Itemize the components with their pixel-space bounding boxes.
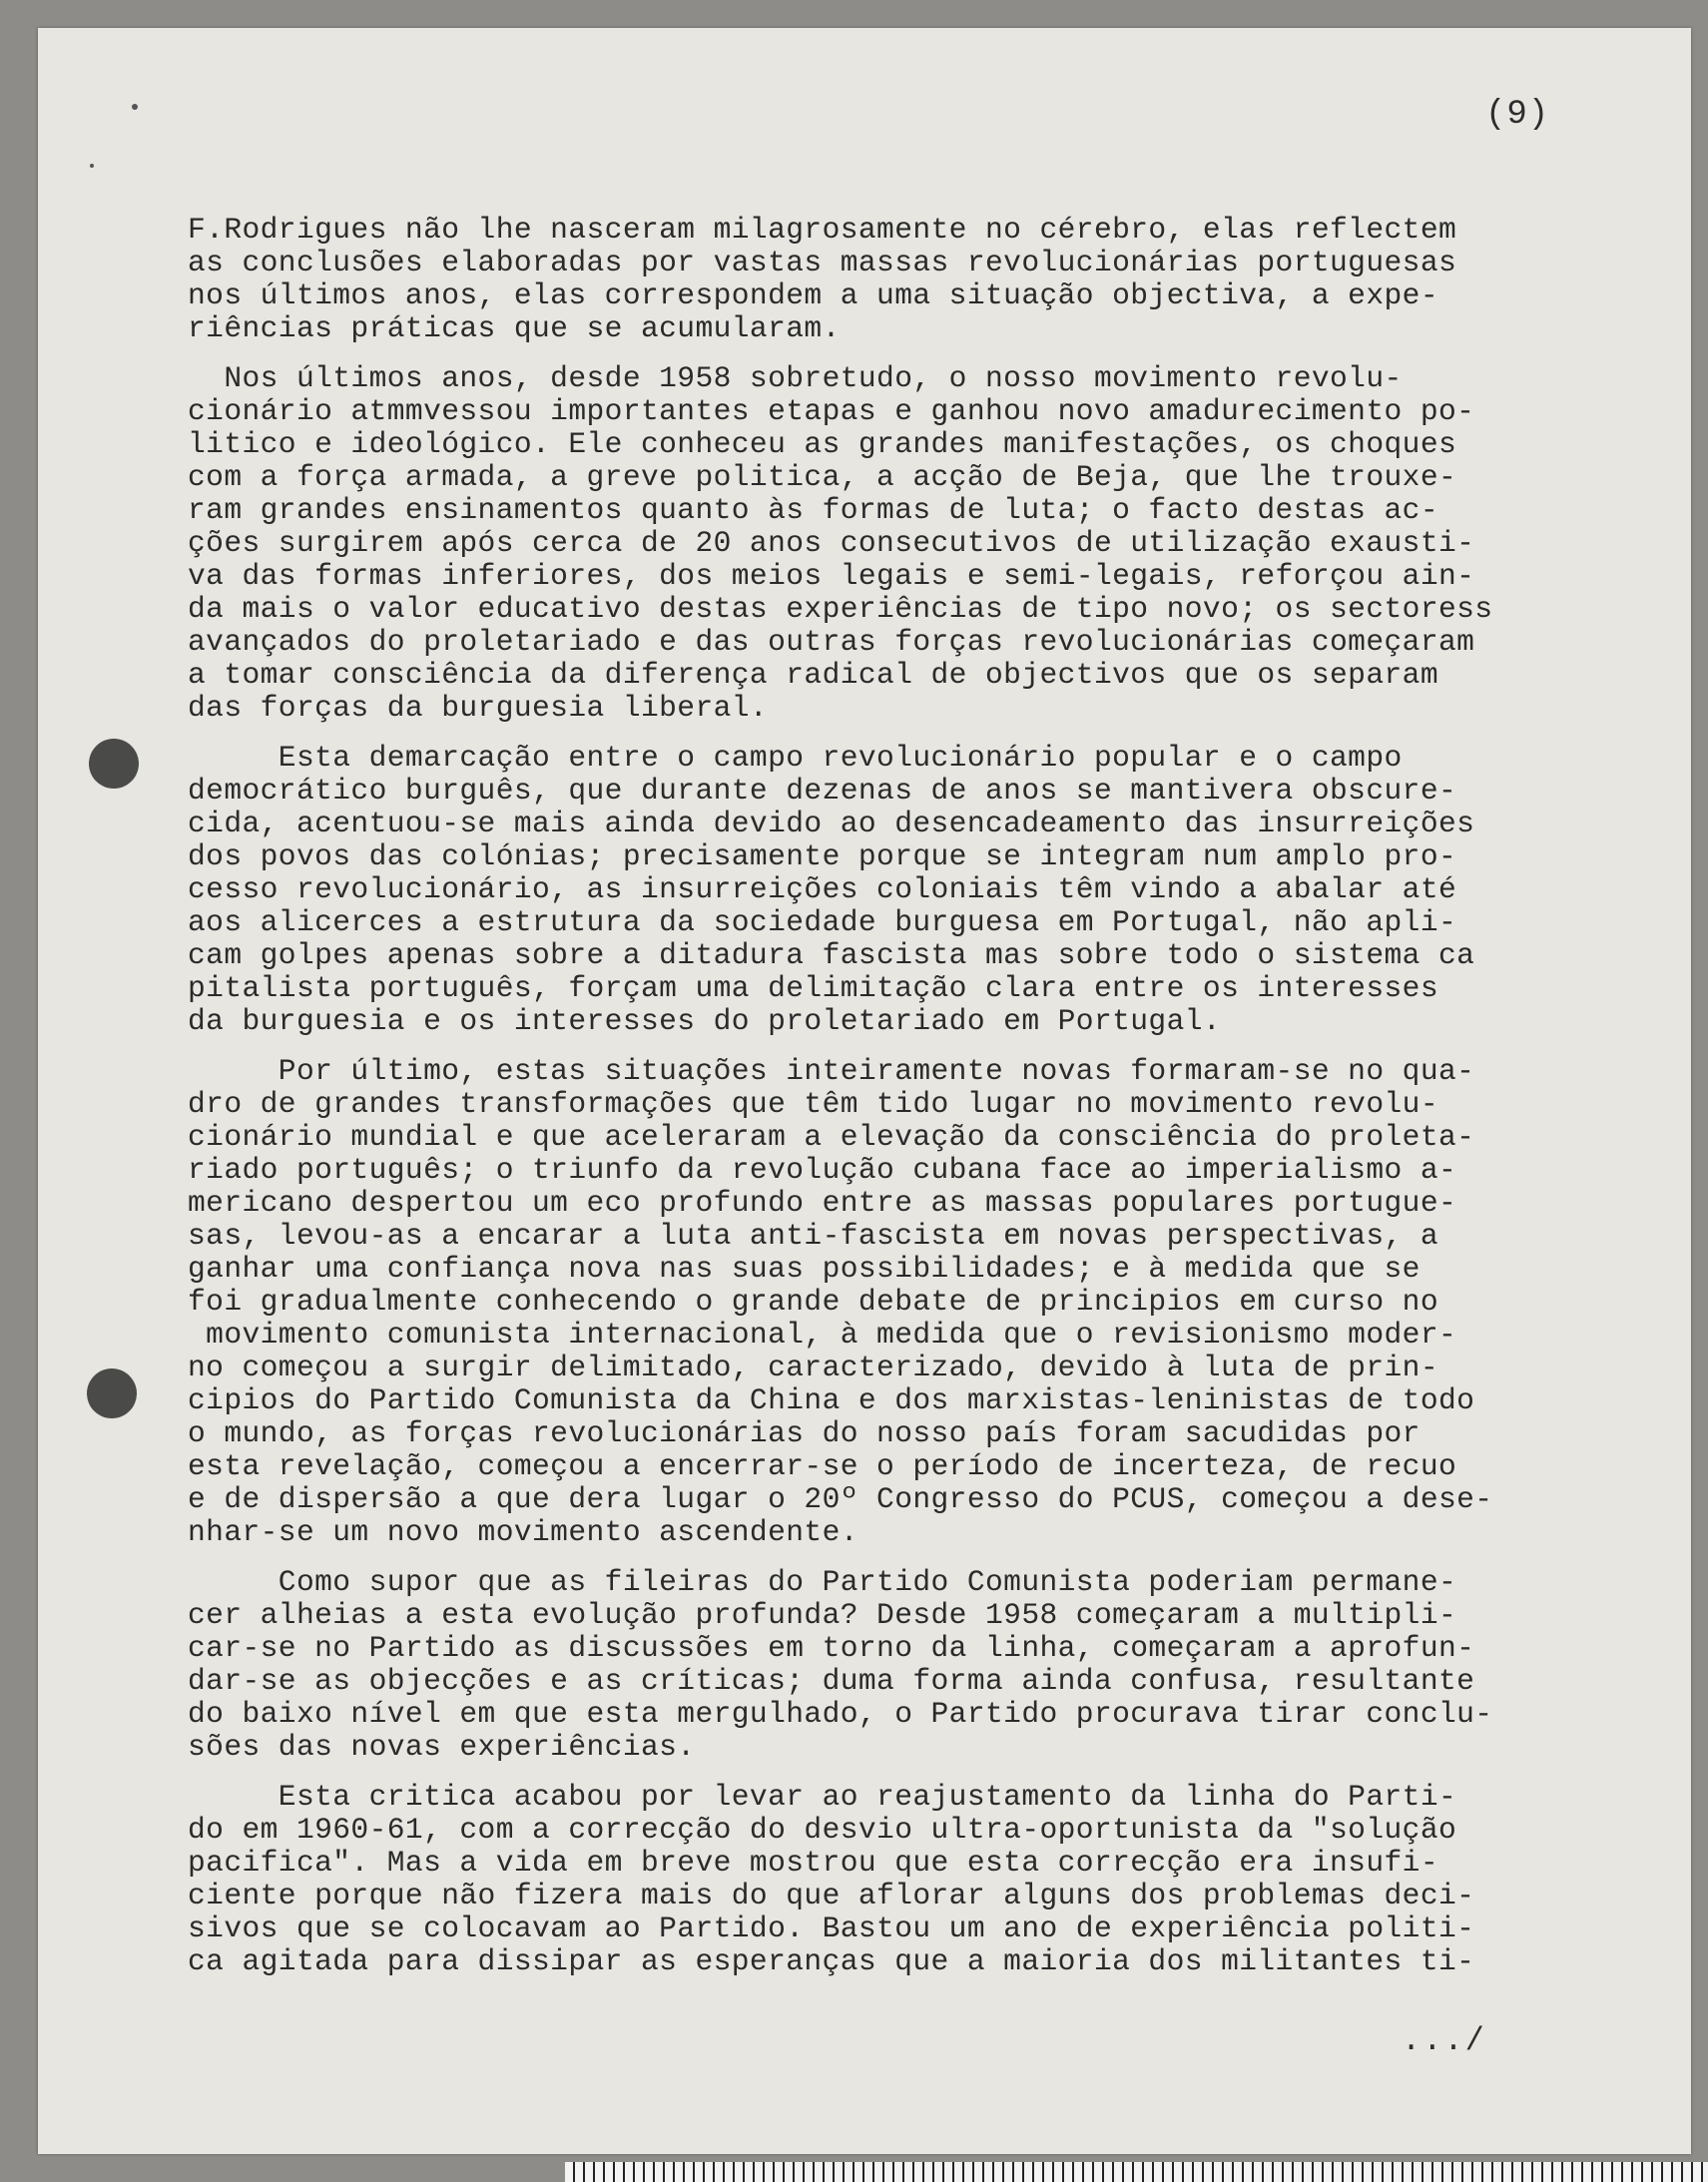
text-line: Esta demarcação entre o campo revolucionário popular e o campo <box>188 741 1403 775</box>
text-line: o mundo, as forças revolucionárias do nosso país foram sacudidas por <box>188 1416 1421 1450</box>
document-body <box>188 214 1625 1995</box>
text-line: cipios do Partido Comunista da China e dos marxistas-leninistas de todo <box>188 1383 1475 1417</box>
text-line: riado português; o triunfo da revolução cubana face ao imperialismo a- <box>188 1153 1457 1187</box>
paragraph-3 <box>188 742 1625 1038</box>
text-line: cionário mundial e que aceleraram a elevação da consciência do proleta- <box>188 1120 1475 1154</box>
scale-ruler <box>565 2162 1708 2182</box>
text-line: riências práticas que se acumularam. <box>188 311 841 345</box>
paragraph-4 <box>188 1055 1625 1549</box>
paragraph-5 <box>188 1566 1625 1764</box>
text-line: ca agitada para dissipar as esperanças que a maioria dos militantes ti- <box>188 1944 1475 1978</box>
punch-hole-top <box>89 739 139 789</box>
text-line: va das formas inferiores, dos meios legais e semi-legais, reforçou ain- <box>188 559 1475 593</box>
text-line: dar-se as objecções e as críticas; duma forma ainda confusa, resultante <box>188 1664 1475 1698</box>
text-line: F.Rodrigues não lhe nasceram milagrosamente no cérebro, elas reflectem <box>188 213 1457 247</box>
paragraph-1 <box>188 214 1625 345</box>
text-line: cam golpes apenas sobre a ditadura fascista mas sobre todo o sistema ca <box>188 938 1475 972</box>
text-line: no começou a surgir delimitado, caracterizado, devido à luta de prin- <box>188 1351 1438 1384</box>
paragraph-2 <box>188 362 1625 725</box>
text-line: da mais o valor educativo destas experiências de tipo novo; os sectoress <box>188 592 1493 626</box>
text-line: cesso revolucionário, as insurreições coloniais têm vindo a abalar até <box>188 872 1457 906</box>
text-line: mericano despertou um eco profundo entre as massas populares portugue- <box>188 1186 1457 1220</box>
text-line: avançados do proletariado e das outras forças revolucionárias começaram <box>188 625 1475 659</box>
text-line: dro de grandes transformações que têm tido lugar no movimento revolu- <box>188 1087 1438 1121</box>
text-line: cida, acentuou-se mais ainda devido ao desencadeamento das insurreições <box>188 807 1475 840</box>
text-line: nos últimos anos, elas correspondem a uma situação objectiva, a expe- <box>188 278 1438 312</box>
text-line: democrático burguês, que durante dezenas de anos se mantivera obscure- <box>188 774 1457 808</box>
ink-speck <box>132 104 138 110</box>
text-line: pitalista português, forçam uma delimitação clara entre os interesses <box>188 971 1438 1005</box>
text-line: Nos últimos anos, desde 1958 sobretudo, o nosso movimento revolu- <box>188 361 1403 395</box>
text-line: ções surgirem após cerca de 20 anos consecutivos de utilização exausti- <box>188 526 1475 560</box>
text-line: nhar-se um novo movimento ascendente. <box>188 1515 858 1549</box>
text-line: foi gradualmente conhecendo o grande debate de principios em curso no <box>188 1285 1438 1319</box>
text-line: esta revelação, começou a encerrar-se o período de incerteza, de recuo <box>188 1449 1457 1483</box>
text-line: aos alicerces a estrutura da sociedade burguesa em Portugal, não apli- <box>188 905 1457 939</box>
text-line: sões das novas experiências. <box>188 1730 696 1764</box>
text-line: as conclusões elaboradas por vastas massas revolucionárias portuguesas <box>188 246 1457 279</box>
text-line: e de dispersão a que dera lugar o 20º Congresso do PCUS, começou a dese- <box>188 1482 1493 1516</box>
text-line: cer alheias a esta evolução profunda? Desde 1958 começaram a multipli- <box>188 1598 1457 1632</box>
text-line: Como supor que as fileiras do Partido Comunista poderiam permane- <box>188 1565 1457 1599</box>
text-line: ganhar uma confiança nova nas suas possibilidades; e à medida que se <box>188 1252 1421 1286</box>
text-line: com a força armada, a greve politica, a acção de Beja, que lhe trouxe- <box>188 460 1457 494</box>
text-line: ciente porque não fizera mais do que aflorar alguns dos problemas deci- <box>188 1879 1475 1912</box>
text-line: das forças da burguesia liberal. <box>188 691 769 725</box>
text-line: sivos que se colocavam ao Partido. Bastou um ano de experiência politi- <box>188 1911 1475 1945</box>
continuation-mark: .../ <box>1402 2022 1486 2059</box>
text-line: do baixo nível em que esta mergulhado, o Partido procurava tirar conclu- <box>188 1697 1493 1731</box>
text-line: car-se no Partido as discussões em torno da linha, começaram a aprofun- <box>188 1631 1475 1665</box>
punch-hole-bottom <box>87 1368 137 1418</box>
text-line: Por último, estas situações inteiramente novas formaram-se no qua- <box>188 1054 1475 1088</box>
text-line: movimento comunista internacional, à medida que o revisionismo moder- <box>188 1318 1457 1352</box>
text-line: pacifica". Mas a vida em breve mostrou que esta correcção era insufi- <box>188 1846 1438 1880</box>
text-line: ram grandes ensinamentos quanto às formas de luta; o facto destas ac- <box>188 493 1438 527</box>
text-line: da burguesia e os interesses do proletariado em Portugal. <box>188 1004 1222 1038</box>
text-line: a tomar consciência da diferença radical de objectivos que os separam <box>188 658 1438 692</box>
text-line: dos povos das colónias; precisamente porque se integram num amplo pro- <box>188 839 1457 873</box>
page-number: (9) <box>1485 96 1550 134</box>
text-line: litico e ideológico. Ele conheceu as grandes manifestações, os choques <box>188 427 1457 461</box>
text-line: cionário atmmvessou importantes etapas e ganhou novo amadurecimento po- <box>188 394 1475 428</box>
text-line: do em 1960-61, com a correcção do desvio ultra-oportunista da "solução <box>188 1813 1457 1847</box>
ink-speck <box>90 164 94 168</box>
paragraph-6 <box>188 1781 1625 1978</box>
text-line: sas, levou-as a encarar a luta anti-fascista em novas perspectivas, a <box>188 1219 1438 1253</box>
text-line: Esta critica acabou por levar ao reajustamento da linha do Parti- <box>188 1780 1457 1814</box>
